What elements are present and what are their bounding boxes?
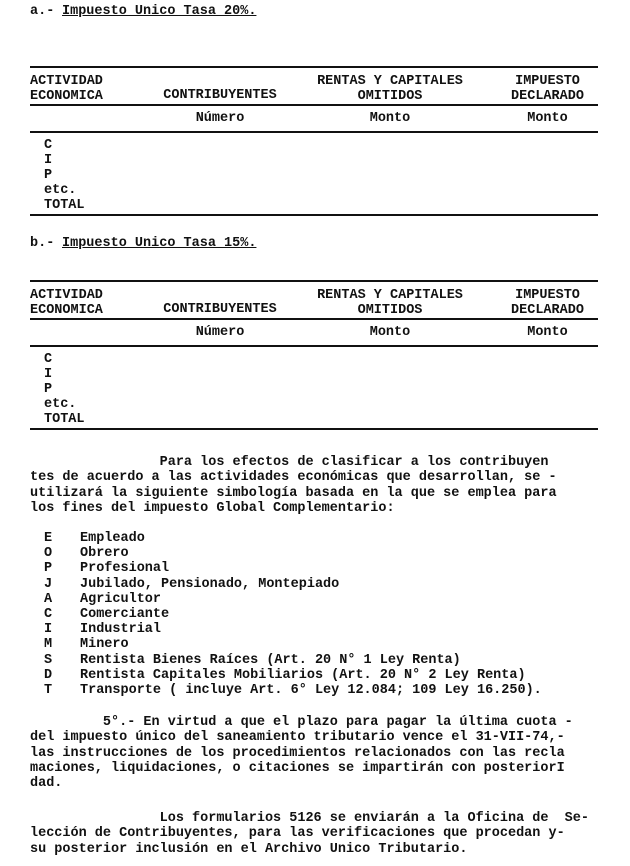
symbol-code: O — [44, 546, 53, 562]
section-title: Impuesto Unico Tasa 20%. — [62, 4, 257, 19]
table-row-label: C — [44, 352, 53, 367]
table-rule — [30, 345, 598, 347]
section-title-prefix: b.- — [30, 236, 55, 251]
column-subheader: Monto — [369, 111, 411, 126]
column-header: CONTRIBUYENTES — [163, 88, 277, 103]
table-row-label: I — [44, 367, 53, 382]
table-rule — [30, 131, 598, 133]
table-rule — [30, 318, 598, 320]
symbol-code: P — [44, 561, 53, 577]
column-header: RENTAS Y CAPITALES OMITIDOS — [317, 288, 463, 318]
symbol-code: I — [44, 622, 53, 638]
symbol-code: E — [44, 531, 53, 546]
paragraph-line: Para los efectos de clasificar a los contribuyen — [30, 455, 549, 470]
symbol-code: T — [44, 683, 53, 698]
symbol-label: Rentista Capitales Mobiliarios (Art. 20 N° 2 Ley Renta) — [80, 667, 526, 683]
symbol-label: Profesional — [80, 561, 170, 577]
table-rule — [30, 280, 598, 282]
symbol-label: Rentista Bienes Raíces (Art. 20 N° 1 Ley Renta) — [80, 652, 461, 668]
section-title: Impuesto Unico Tasa 15%. — [62, 236, 257, 251]
column-header: IMPUESTO DECLARADO — [511, 288, 584, 318]
paragraph-line: maciones, liquidaciones, o citaciones se impartirán con posteriorI — [30, 760, 565, 776]
symbol-code: M — [44, 637, 53, 653]
column-subheader: Número — [195, 325, 245, 340]
table-row-label: TOTAL — [44, 198, 85, 213]
paragraph-line: Los formularios 5126 se enviarán a la Oficina de Se- — [30, 811, 589, 826]
paragraph-line: del impuesto único del saneamiento tributario vence el 31-VII-74,- — [30, 730, 565, 746]
column-header: RENTAS Y CAPITALES OMITIDOS — [317, 74, 463, 104]
table-row-label: P — [44, 168, 53, 183]
symbol-code: C — [44, 607, 53, 622]
symbol-code: D — [44, 667, 53, 683]
symbol-code: A — [44, 591, 53, 607]
table-row-label: TOTAL — [44, 412, 85, 427]
symbol-label: Industrial — [80, 622, 162, 638]
table-row-label: C — [44, 138, 53, 153]
symbol-label: Agricultor — [80, 591, 162, 607]
column-subheader: Monto — [527, 111, 568, 126]
table-row-label: I — [44, 153, 53, 168]
paragraph-line: tes de acuerdo a las actividades económicas que desarrollan, se - — [30, 470, 557, 486]
table-rule — [30, 104, 598, 106]
section-title-prefix: a.- — [30, 4, 55, 19]
table-rule — [30, 66, 598, 68]
column-subheader: Monto — [527, 325, 568, 340]
table-rule — [30, 214, 598, 216]
paragraph-line: los fines del impuesto Global Complementario: — [30, 500, 395, 516]
symbol-code: S — [44, 652, 53, 668]
paragraph-line: lección de Contribuyentes, para las verificaciones que procedan y- — [30, 826, 565, 842]
paragraph-line: dad. — [30, 776, 63, 792]
table-row-label: etc. — [44, 183, 77, 198]
column-subheader: Monto — [369, 325, 411, 340]
table-row-label: P — [44, 382, 53, 397]
table-row-label: etc. — [44, 397, 77, 412]
symbol-label: Obrero — [80, 546, 129, 562]
column-header: ACTIVIDAD ECONOMICA — [30, 288, 103, 318]
column-header: CONTRIBUYENTES — [163, 302, 277, 317]
symbol-label: Jubilado, Pensionado, Montepiado — [80, 576, 340, 592]
paragraph-line: 5°.- En virtud a que el plazo para pagar la última cuota - — [30, 715, 573, 730]
column-subheader: Número — [195, 111, 245, 126]
paragraph-line: utilizará la siguiente simbología basada en la que se emplea para — [30, 485, 557, 501]
paragraph-line: las instrucciones de los procedimientos relacionados con las recla — [30, 745, 565, 761]
symbol-label: Empleado — [80, 531, 145, 546]
table-rule — [30, 428, 598, 430]
symbol-label: Minero — [80, 637, 129, 653]
column-header: ACTIVIDAD ECONOMICA — [30, 74, 103, 104]
symbol-code: J — [44, 576, 53, 592]
symbol-label: Comerciante — [80, 607, 170, 622]
paragraph-line: su posterior inclusión en el Archivo Unico Tributario. — [30, 841, 468, 857]
column-header: IMPUESTO DECLARADO — [511, 74, 584, 104]
symbol-label: Transporte ( incluye Art. 6° Ley 12.084; 109 Ley 16.250). — [80, 683, 542, 698]
